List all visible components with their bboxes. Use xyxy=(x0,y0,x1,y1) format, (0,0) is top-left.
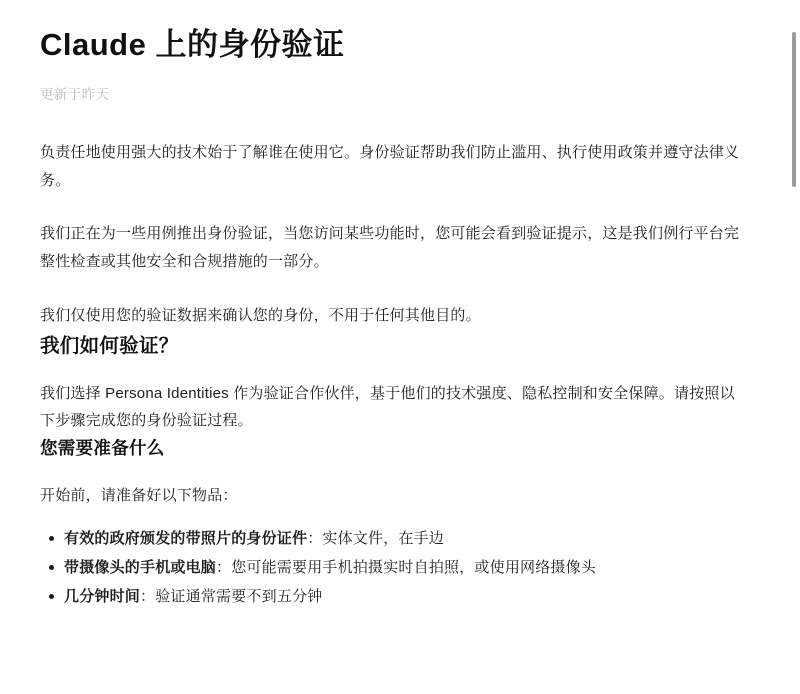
section-heading-how-we-verify: 我们如何验证？ xyxy=(40,334,179,357)
list-item-detail: ：您可能需要用手机拍摄实时自拍照，或使用网络摄像头 xyxy=(216,559,597,576)
section-heading-what-you-need: 您需要准备什么 xyxy=(40,438,165,458)
list-item xyxy=(64,582,740,611)
page-title: Claude 上的身份验证 xyxy=(40,27,345,62)
list-item-label: 有效的政府颁发的带照片的身份证件 xyxy=(64,529,308,547)
requirements-list xyxy=(40,524,740,612)
list-item xyxy=(64,524,740,553)
scrollbar-thumb[interactable] xyxy=(792,32,796,187)
intro-paragraph-2: 我们正在为一些用例推出身份验证，当您访问某些功能时，您可能会看到验证提示，这是我们例行平台完整性检查或其他安全和合规措施的一部分。 xyxy=(40,225,740,270)
list-item-label: 几分钟时间 xyxy=(64,588,141,606)
vertical-scrollbar[interactable] xyxy=(788,0,800,694)
list-item-detail: ：实体文件，在手边 xyxy=(307,529,445,547)
what-you-need-paragraph: 开始前，请准备好以下物品： xyxy=(40,487,238,504)
intro-paragraph-3: 我们仅使用您的验证数据来确认您的身份，不用于任何其他目的。 xyxy=(40,306,481,324)
list-item-detail: ：验证通常需要不到五分钟 xyxy=(140,588,323,606)
last-updated-text: 更新于昨天 xyxy=(40,86,110,102)
list-item xyxy=(64,553,740,582)
list-item-label: 带摄像头的手机或电脑 xyxy=(64,559,217,576)
how-we-verify-paragraph: 我们选择 Persona Identities 作为验证合作伙伴，基于他们的技术强度、隐私控制和安全保障。请按照以下步骤完成您的身份验证过程。 xyxy=(40,384,735,430)
intro-paragraph-1: 负责任地使用强大的技术始于了解谁在使用它。身份验证帮助我们防止滥用、执行使用政策并遵守法律义务。 xyxy=(40,143,740,189)
